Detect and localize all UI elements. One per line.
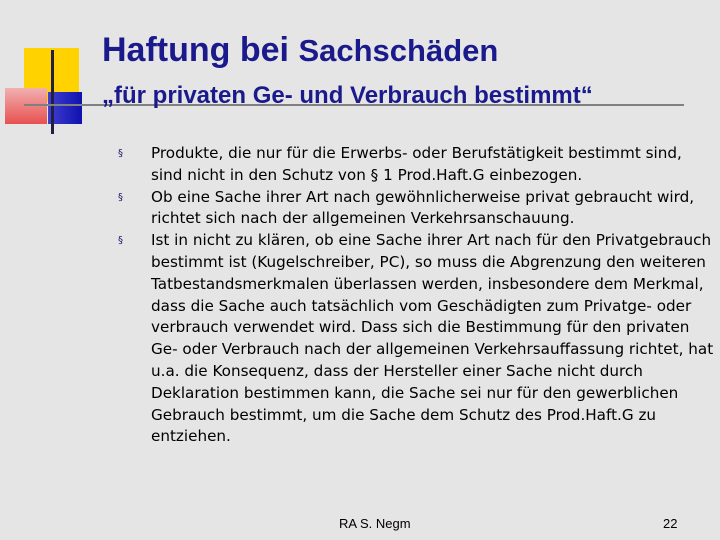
- slide-title: [102, 32, 498, 69]
- page-number: 22: [663, 516, 678, 531]
- slide-title-part2: Sachschäden: [298, 33, 499, 68]
- bullet-text-1: Produkte, die nur für die Erwerbs- oder Berufstätigkeit bestimmt sind, sind nicht in den Schutz von § 1 Prod.Haft.G einbezogen.: [151, 144, 682, 184]
- bullet-text-3: Ist in nicht zu klären, ob eine Sache ihrer Art nach für den Privatgebrauch bestimmt ist (Kugelschreiber, PC), so muss die Abgrenzung den weiteren Tatbestandsmerkmalen überlassen werden, insbesondere dem Merkmal, dass die Sache auch tatsächlich vom Geschädigten zum Privatge- oder verbrauch verwendet wird. Dass sich die Bestimmung für den privaten Ge- oder Verbrauch nach der allgemeinen Verkehrsauffassung richtet, hat u.a. die Konsequenz, dass der Hersteller einer Sache nicht durch Deklaration bestimmen kann, die Sache sei nur für den gewerblichen Gebrauch bestimmt, um die Sache dem Schutz des Prod.Haft.G zu entziehen.: [151, 231, 714, 446]
- bullet-text-2: Ob eine Sache ihrer Art nach gewöhnlicherweise privat gebraucht wird, richtet sich nach der allgemeinen Verkehrsanschauung.: [151, 187, 695, 228]
- section-sign-icon: §: [118, 235, 123, 247]
- bullet-list: [118, 143, 716, 448]
- logo-red-block: [5, 88, 47, 124]
- bullet-item-3: [118, 230, 716, 448]
- slide-title-part1: Haftung bei: [102, 31, 299, 69]
- slide-subtitle: „für privaten Ge- und Verbrauch bestimmt“: [102, 82, 593, 109]
- bullet-item-1: [118, 143, 716, 187]
- logo-vertical-line: [51, 50, 54, 134]
- bullet-item-2: [118, 187, 716, 231]
- section-sign-icon: §: [118, 191, 123, 203]
- footer-author: RA S. Negm: [339, 516, 411, 531]
- section-sign-icon: §: [118, 148, 123, 159]
